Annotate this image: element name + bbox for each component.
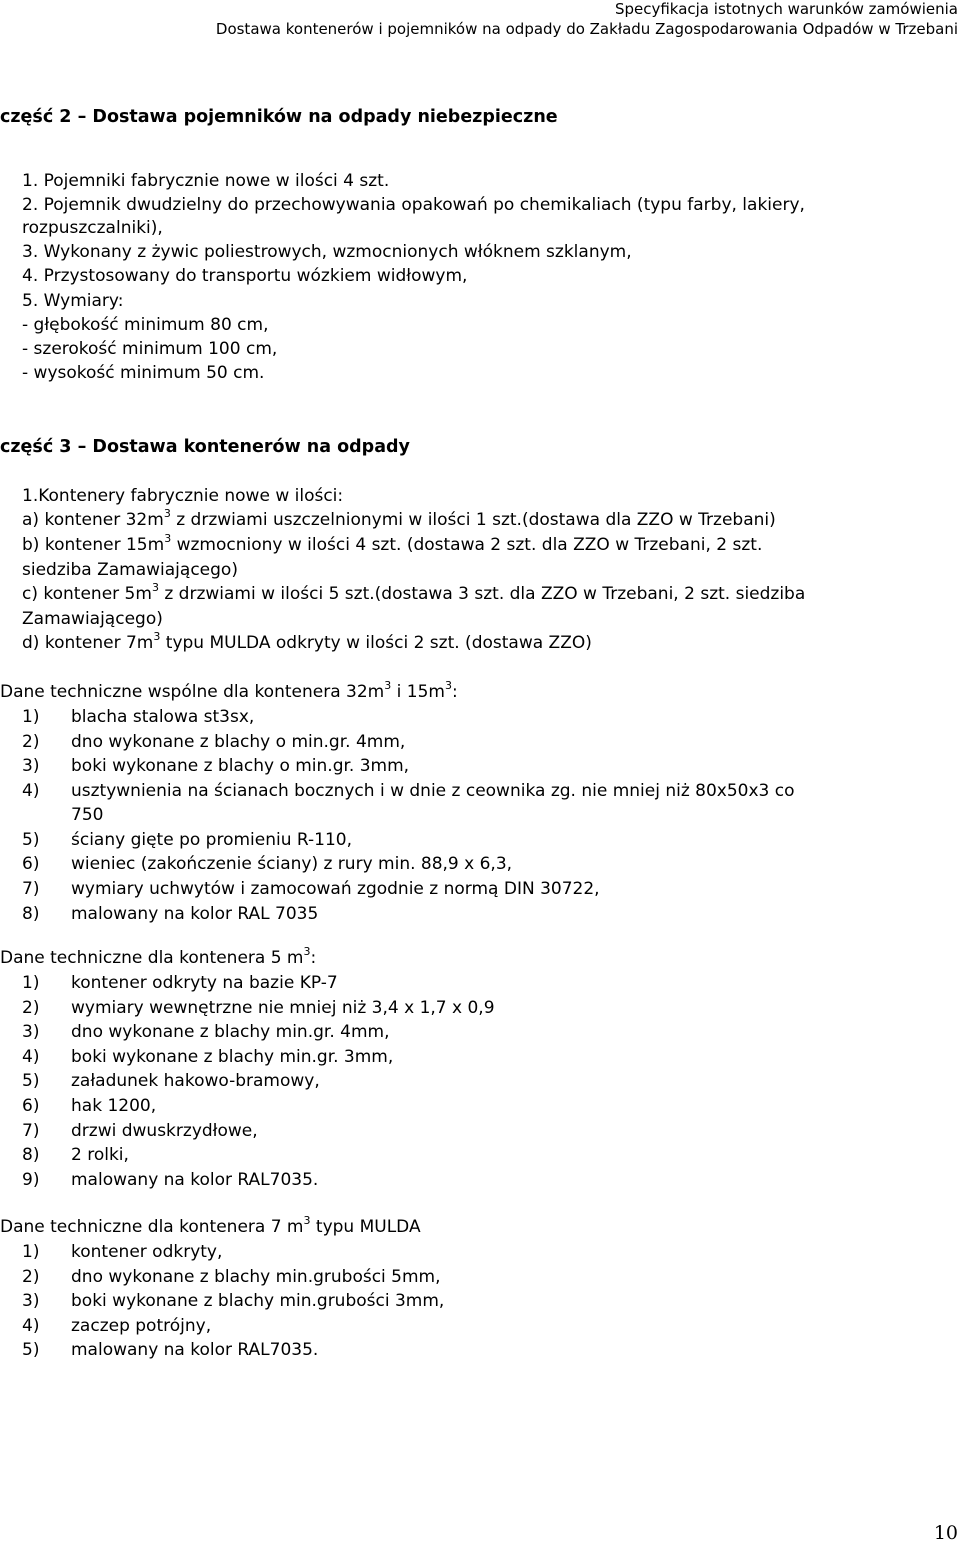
- part2-item-1: 1. Pojemniki fabrycznie nowe w ilości 4 szt.: [22, 171, 390, 191]
- spec2-item-text: wymiary wewnętrzne nie mniej niż 3,4 x 1,7 x 0,9: [71, 997, 495, 1018]
- spec3-title: Dane techniczne dla kontenera 7 $m^3$ typu MULDA: [0, 1214, 421, 1237]
- spec2-item-number: 3): [22, 1022, 40, 1043]
- spec2-item-text: malowany na kolor RAL7035.: [71, 1169, 319, 1190]
- part2-item-4: 4. Przystosowany do transportu wózkiem widłowym,: [22, 266, 468, 286]
- spec1-item-number: 7): [22, 879, 40, 899]
- part3-item-c: c) kontener $5m^3$ z drzwiami w ilości 5 szt.(dostawa 3 szt. dla ZZO w Trzebani, 2 szt. siedziba: [22, 581, 806, 604]
- spec2-item-number: 7): [22, 1120, 40, 1141]
- spec2-item-text: 2 rolki,: [71, 1145, 129, 1166]
- spec1-item-text: wieniec (zakończenie ściany) z rury min. 88,9 x 6,3,: [71, 854, 513, 875]
- spec3-item-number: 2): [22, 1266, 40, 1287]
- spec1-item-number: 8): [22, 903, 40, 924]
- spec2-item-number: 5): [22, 1071, 40, 1092]
- spec1-item-number: 4): [22, 780, 40, 801]
- part3-item-b: b) kontener $15m^3$ wzmocniony w ilości 4 szt. (dostawa 2 szt. dla ZZO w Trzebani, 2 szt.: [22, 532, 763, 555]
- spec3-item-text: kontener odkryty,: [71, 1242, 223, 1262]
- spec2-item-text: dno wykonane z blachy min.gr. 4mm,: [71, 1022, 390, 1043]
- spec2-title: Dane techniczne dla kontenera 5 $m^3$:: [0, 945, 317, 968]
- spec3-item-text: malowany na kolor RAL7035.: [71, 1340, 319, 1361]
- spec1-item-text: dno wykonane z blachy o min.gr. 4mm,: [71, 731, 406, 752]
- page-number: 10: [933, 1522, 958, 1544]
- spec1-item-number: 1): [22, 707, 40, 727]
- spec2-item-number: 2): [22, 997, 40, 1018]
- document-header-subtitle: Dostawa kontenerów i pojemników na odpady do Zakładu Zagospodarowania Odpadów w Trzebani: [215, 20, 958, 38]
- spec1-item-text: boki wykonane z blachy o min.gr. 3mm,: [71, 756, 410, 777]
- spec1-item-number: 5): [22, 829, 40, 850]
- part3-item-d: d) kontener $7m^3$ typu MULDA odkryty w ilości 2 szt. (dostawa ZZO): [22, 630, 592, 653]
- spec2-item-number: 6): [22, 1096, 40, 1116]
- spec2-item-number: 1): [22, 973, 40, 993]
- part3-item-c-cont: Zamawiającego): [22, 609, 163, 629]
- spec2-item-text: załadunek hakowo-bramowy,: [71, 1071, 320, 1092]
- spec3-item-text: boki wykonane z blachy min.grubości 3mm,: [71, 1291, 445, 1312]
- spec2-item-number: 8): [22, 1145, 40, 1166]
- spec1-item-number: 2): [22, 731, 40, 752]
- spec2-item-number: 4): [22, 1046, 40, 1067]
- spec2-item-number: 9): [22, 1169, 40, 1190]
- spec3-item-number: 5): [22, 1340, 40, 1361]
- part2-item-5: 5. Wymiary:: [22, 291, 124, 311]
- spec3-item-text: dno wykonane z blachy min.grubości 5mm,: [71, 1266, 441, 1287]
- part2-dimension-depth: - głębokość minimum 80 cm,: [22, 315, 269, 335]
- part2-dimension-height: - wysokość minimum 50 cm.: [22, 363, 265, 383]
- part2-item-3: 3. Wykonany z żywic poliestrowych, wzmocnionych włóknem szklanym,: [22, 242, 632, 262]
- part3-heading: część 3 – Dostawa kontenerów na odpady: [0, 437, 410, 457]
- spec1-item-number: 3): [22, 756, 40, 777]
- spec1-item-text-cont: 750: [71, 805, 104, 826]
- spec1-item-text: blacha stalowa st3sx,: [71, 707, 255, 727]
- spec2-item-text: kontener odkryty na bazie KP-7: [71, 973, 338, 993]
- spec1-item-text: ściany gięte po promieniu R-110,: [71, 829, 353, 850]
- part2-heading: część 2 – Dostawa pojemników na odpady niebezpieczne: [0, 107, 558, 127]
- spec2-item-text: hak 1200,: [71, 1096, 157, 1116]
- spec1-item-text: malowany na kolor RAL 7035: [71, 903, 319, 924]
- part3-item-b-cont: siedziba Zamawiającego): [22, 560, 238, 580]
- spec1-title: Dane techniczne wspólne dla kontenera $32m^3$ i $15m^3$:: [0, 679, 458, 702]
- document-header-title: Specyfikacja istotnych warunków zamówienia: [614, 0, 958, 18]
- spec3-item-text: zaczep potrójny,: [71, 1315, 212, 1336]
- spec3-item-number: 4): [22, 1315, 40, 1336]
- spec3-item-number: 3): [22, 1291, 40, 1312]
- spec1-item-text: wymiary uchwytów i zamocowań zgodnie z normą DIN 30722,: [71, 879, 600, 899]
- spec2-item-text: drzwi dwuskrzydłowe,: [71, 1120, 258, 1141]
- part2-item-2-cont: rozpuszczalniki),: [22, 218, 163, 238]
- part2-dimension-width: - szerokość minimum 100 cm,: [22, 339, 278, 359]
- spec3-item-number: 1): [22, 1242, 40, 1262]
- spec1-item-text: usztywnienia na ścianach bocznych i w dnie z ceownika zg. nie mniej niż 80x50x3 co: [71, 780, 795, 801]
- spec2-item-text: boki wykonane z blachy min.gr. 3mm,: [71, 1046, 394, 1067]
- part2-item-2: 2. Pojemnik dwudzielny do przechowywania opakowań po chemikaliach (typu farby, lakiery,: [22, 195, 805, 215]
- part3-item-a: a) kontener $32m^3$ z drzwiami uszczelnionymi w ilości 1 szt.(dostawa dla ZZO w Trzebani): [22, 507, 776, 530]
- part3-intro: 1.Kontenery fabrycznie nowe w ilości:: [22, 486, 344, 506]
- spec1-item-number: 6): [22, 854, 40, 875]
